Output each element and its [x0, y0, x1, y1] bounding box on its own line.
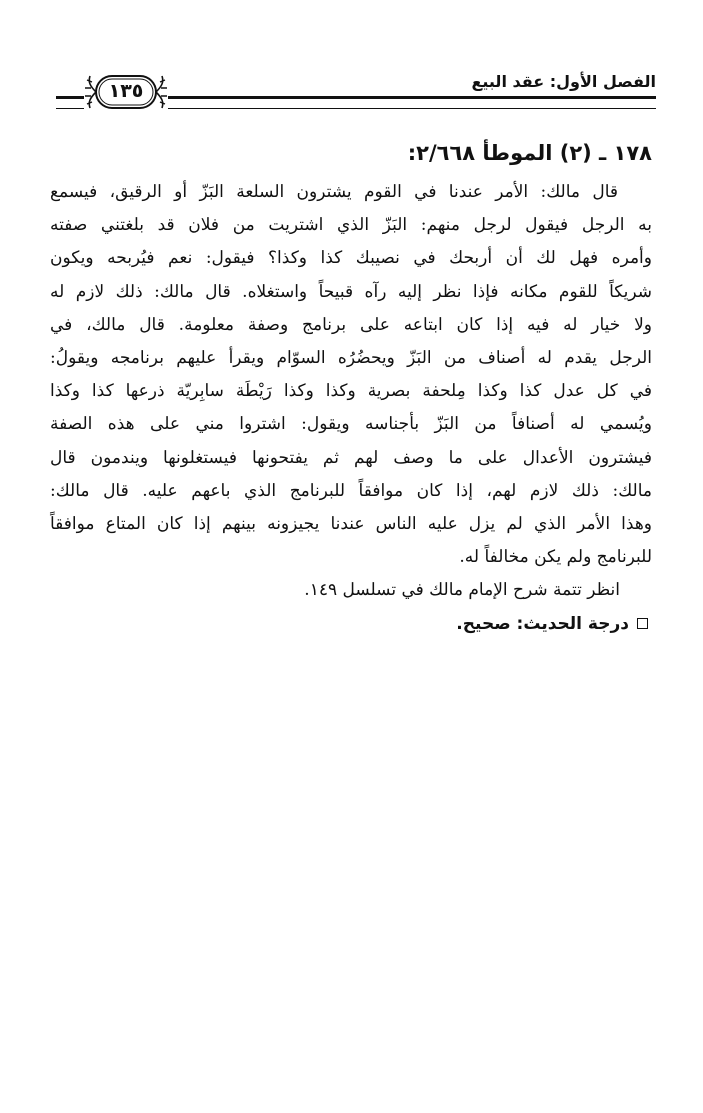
text-line: الرجل يقدم له أصناف من البَزّ ويحضُرُه السوّام ويقرأ عليهم برنامجه ويقولُ: — [50, 348, 652, 369]
text-line: ويُسمي له أصنافاً من البَزّ بأجناسه ويقول: اشتروا مني على هذه الصفة — [50, 414, 652, 435]
hadith-grade — [50, 608, 652, 641]
page-header — [56, 66, 656, 118]
chapter-title: الفصل الأول: عقد البيع — [471, 72, 656, 91]
header-rule — [168, 96, 656, 109]
text-line: للبرنامج ولم يكن مخالفاً له. — [459, 547, 652, 568]
text-line: قال مالك: الأمر عندنا في القوم يشترون السلعة البَزّ أو الرقيق، فيسمع — [50, 182, 618, 202]
hadith-section — [50, 124, 652, 641]
grade-label: درجة الحديث: صحيح. — [456, 613, 629, 634]
text-line: مالك: ذلك لازم لهم، إذا كان موافقاً للبرنامج الذي باعهم عليه. قال مالك: — [50, 480, 652, 501]
text-line: وأمره فهل لك أن أربحك في نصيبك كذا وكذا؟ فيقول: نعم فيُربحه ويكون — [50, 248, 652, 269]
text-line: وهذا الأمر الذي لم يزل عليه الناس عندنا يجيزونه بينهم إذا كان المتاع موافقاً — [50, 514, 652, 535]
text-line: به الرجل فيقول لرجل منهم: البَزّ الذي اشتريت من فلان قد بلغتني صفته — [50, 215, 652, 236]
square-bullet-icon — [637, 618, 648, 629]
header-rule-short — [56, 96, 84, 109]
hadith-heading: ١٧٨ ـ (٢) الموطأ ٢/٦٦٨: — [407, 141, 652, 165]
hadith-text — [50, 176, 652, 574]
text-line: فيشترون الأعدال على ما وصف لهم ثم يفتحونها فيستغلونها ويندمون قال — [50, 447, 652, 468]
reference-note: انظر تتمة شرح الإمام مالك في تسلسل ١٤٩. — [304, 580, 620, 601]
text-line: في كل عدل كذا وكذا مِلحفة بصرية وكذا وكذا رَيْطَة سابِريّة ذرعها كذا وكذا — [50, 381, 652, 402]
page-number-badge — [84, 72, 168, 112]
page-number: ١٣٥ — [108, 80, 144, 102]
text-line: ولا خيار له فيه إذا كان ابتاعه على برنامج وصفة معلومة. قال مالك، في — [50, 314, 652, 335]
text-line: شريكاً للقوم مكانه فإذا نظر إليه رآه قبيحاً واستغلاه. قال مالك: ذلك لازم له — [50, 281, 652, 302]
